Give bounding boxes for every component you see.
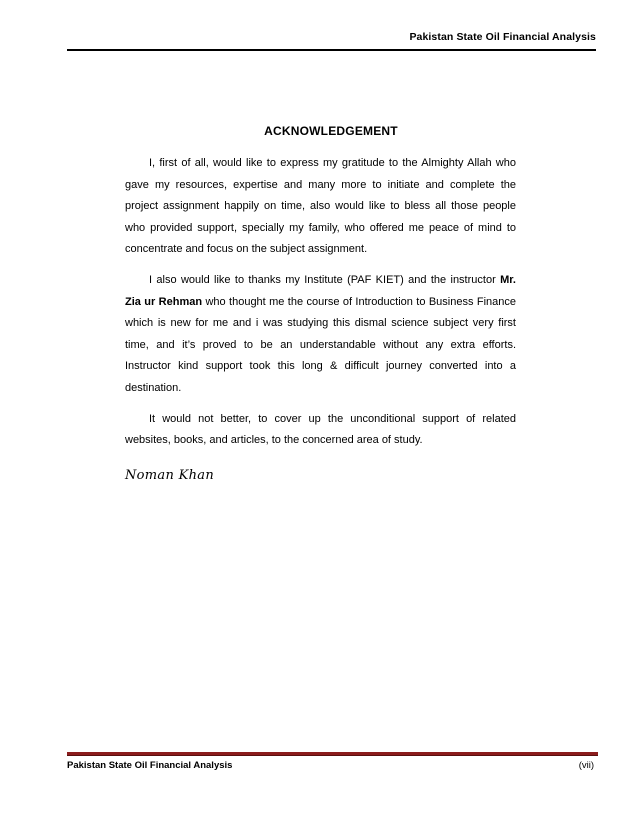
header-title: Pakistan State Oil Financial Analysis [409, 31, 596, 43]
paragraph-2 [125, 270, 516, 400]
paragraph-2-text-start: I also would like to thanks my Institute (PAF KIET) and the instructor [149, 273, 501, 286]
header-divider [67, 49, 596, 51]
paragraph-2-text-end: who thought me the course of Introduction to Business Finance which is new for me and i was studying this dismal science subject very first time, and it’s proved to be an understandable without any extra efforts. Instructor kind support took this long & difficult journey converted into a destination. [125, 295, 516, 394]
page-heading: ACKNOWLEDGEMENT [264, 124, 398, 138]
paragraph-1: I, first of all, would like to express my gratitude to the Almighty Allah who gave my resources, expertise and many more to initiate and complete the project assignment happily on time, also would like to bless all those people who provided support, specially my family, who offered me peace of mind to concentrate and focus on the subject assignment. [125, 157, 516, 256]
paragraph-3: It would not better, to cover up the unconditional support of related websites, books, and articles, to the concerned area of study. [125, 412, 516, 447]
instructor-name: Mr. Zia ur Rehman [125, 273, 516, 308]
author-signature: Noman Khan [125, 468, 214, 483]
footer-divider-dark [67, 755, 598, 756]
footer-title: Pakistan State Oil Financial Analysis [67, 760, 233, 771]
page-number: (vii) [578, 760, 594, 771]
acknowledgement-body [125, 153, 516, 461]
